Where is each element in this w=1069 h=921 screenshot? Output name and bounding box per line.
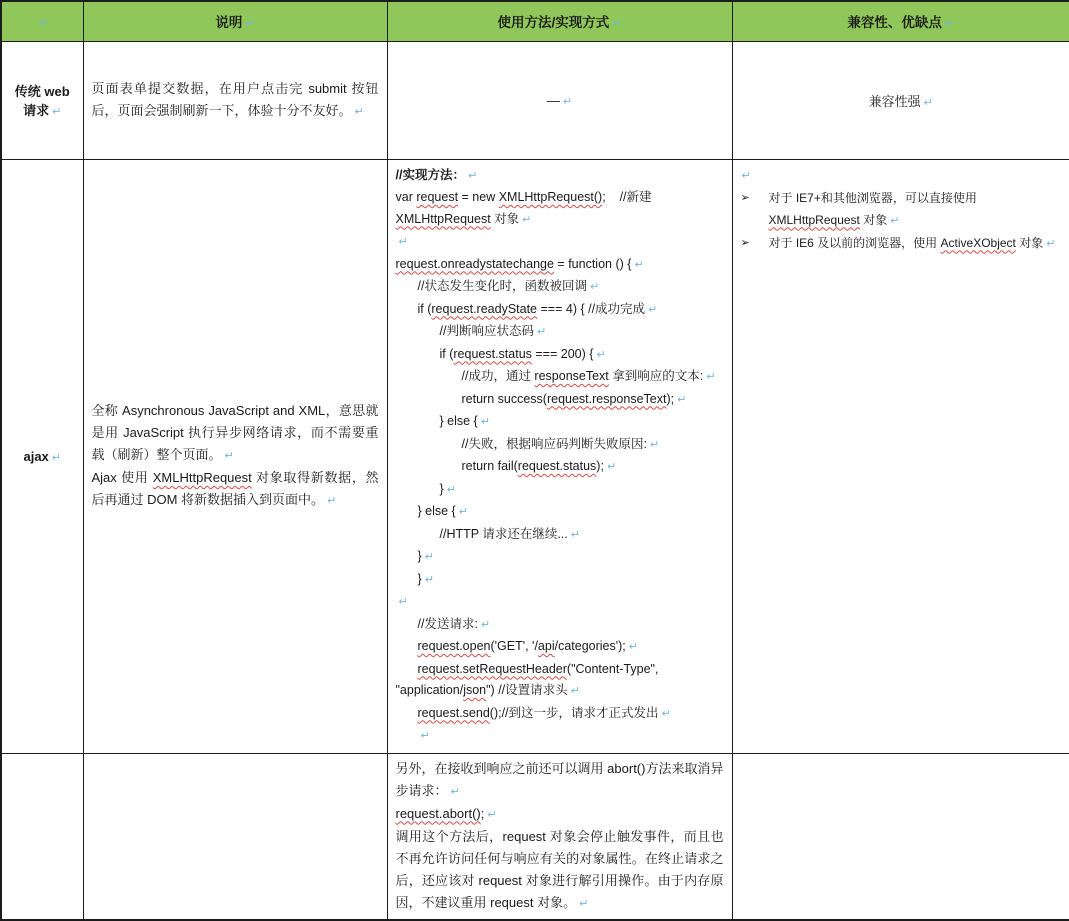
paragraph-mark-icon: ↵ — [1046, 237, 1056, 250]
paragraph-mark-icon: ↵ — [354, 105, 364, 118]
spellcheck-squiggle: ActiveXObject — [940, 235, 1016, 250]
paragraph-mark-icon: ↵ — [923, 96, 933, 109]
paragraph-mark-icon: ↵ — [420, 730, 430, 742]
cell-traditional-compatibility — [732, 41, 1069, 159]
code-line: request.send();//到这一步，请求才正式发出 ↵ — [417, 705, 671, 720]
paragraph-mark-icon: ↵ — [944, 18, 955, 31]
paragraph-mark-icon: ↵ — [398, 236, 408, 248]
spellcheck-squiggle: XMLHttpRequest() — [498, 190, 603, 204]
paragraph — [739, 164, 1064, 187]
code-line: //发送请求: ↵ — [417, 616, 491, 631]
header-label: 使用方法/实现方式 — [497, 15, 610, 31]
arrow-bullet-icon: ➢ — [740, 191, 750, 204]
paragraph-mark-icon: ↵ — [51, 451, 62, 464]
paragraph: 全称 Asynchronous JavaScript and XML，意思就是用 JavaScript 执行异步网络请求，而不需要重载（刷新）整个页面。 ↵ — [91, 403, 379, 462]
spellcheck-squiggle: json — [463, 683, 487, 697]
arrow-bullet-icon: ➢ — [740, 236, 750, 249]
paragraph-mark-icon: ↵ — [628, 641, 638, 653]
paragraph-mark-icon: ↵ — [467, 169, 478, 182]
bullet-item: ➢ 对于 IE7+和其他浏览器，可以直接使用 XMLHttpRequest 对象 ↵ — [739, 187, 1064, 232]
spellcheck-squiggle: request.send — [417, 705, 490, 720]
compatibility-text: 兼容性强 — [868, 93, 921, 109]
code-line: } ↵ — [439, 481, 456, 496]
spellcheck-squiggle: request.abort() — [395, 805, 481, 821]
paragraph-mark-icon: ↵ — [612, 18, 622, 31]
code-line: XMLHttpRequest 对象 ↵ — [395, 211, 532, 226]
paragraph-mark-icon: ↵ — [245, 18, 255, 31]
code-line: //判断响应状态码 ↵ — [439, 324, 547, 338]
em-dash: — — [546, 92, 560, 108]
row-label: ajax — [23, 448, 49, 464]
cell-traditional-label — [1, 41, 83, 159]
paragraph: 页面表单提交数据，在用户点击完 submit 按钮后，页面会强制刷新一下，体验十分不友好。 ↵ — [91, 80, 379, 118]
paragraph-mark-icon: ↵ — [424, 573, 434, 586]
cell-abort-blank-3 — [732, 753, 1069, 920]
row-abort-notes — [1, 753, 1069, 920]
code-line: if (request.status === 200) { ↵ — [439, 346, 606, 361]
spellcheck-squiggle: XMLHttpRequest — [768, 212, 860, 227]
paragraph-mark-icon: ↵ — [634, 258, 644, 271]
bullet-item: ➢ 对于 IE6 及以前的浏览器，使用 ActiveXObject 对象 ↵ — [739, 232, 1064, 255]
spellcheck-squiggle: request.status — [517, 459, 597, 473]
code-line: if (request.readyState === 4) { //成功完成 ↵ — [417, 301, 658, 316]
code-line: //HTTP 请求还在继续... ↵ — [439, 526, 580, 541]
cell-traditional-description — [83, 41, 387, 159]
code-line — [396, 591, 724, 614]
paragraph-mark-icon: ↵ — [706, 371, 716, 383]
code-line: request.setRequestHeader("Content-Type", — [417, 661, 659, 676]
spellcheck-squiggle: XMLHttpRequest — [395, 211, 491, 226]
spellcheck-squiggle: XMLHttpRequest — [152, 470, 252, 485]
paragraph-mark-icon: ↵ — [424, 551, 434, 563]
paragraph-mark-icon: ↵ — [890, 214, 900, 227]
code-line — [396, 725, 724, 748]
paragraph: Ajax 使用 XMLHttpRequest 对象取得新数据，然后再通过 DOM 将新数据插入到页面中。 ↵ — [91, 470, 379, 507]
row-traditional-web — [1, 41, 1069, 159]
cell-traditional-usage — [387, 41, 732, 159]
cell-ajax-description — [83, 159, 387, 753]
paragraph-mark-icon: ↵ — [606, 461, 617, 473]
code-line: } ↵ — [417, 571, 434, 586]
paragraph-mark-icon: ↵ — [480, 416, 490, 428]
spellcheck-squiggle: request.setRequestHeader — [417, 661, 567, 676]
cell-ajax-label — [1, 159, 83, 753]
paragraph-mark-icon: ↵ — [224, 450, 234, 462]
paragraph-mark-icon: ↵ — [398, 596, 408, 608]
paragraph-mark-icon: ↵ — [579, 897, 589, 910]
cell-abort-notes — [387, 753, 732, 920]
paragraph: 另外，在接收到响应之前还可以调用 abort()方法来取消异步请求： ↵ — [395, 760, 724, 798]
paragraph-mark-icon: ↵ — [661, 707, 671, 720]
paragraph-mark-icon: ↵ — [450, 785, 460, 798]
code-line: return success(request.responseText); ↵ — [461, 391, 687, 406]
header-cell-description — [83, 1, 387, 41]
paragraph-mark-icon: ↵ — [562, 95, 573, 108]
paragraph-mark-icon: ↵ — [480, 618, 491, 631]
header-cell-compatibility — [732, 1, 1069, 41]
paragraph: 调用这个方法后，request 对象会停止触发事件，而且也不再允许访问任何与响应有关的对象属性。在终止请求之后，还应该对 request 对象进行解引用操作。由于内存原因，不建议重用 request 对象。 ↵ — [395, 828, 724, 910]
cell-abort-blank-2 — [83, 753, 387, 920]
paragraph-mark-icon: ↵ — [522, 213, 532, 226]
cell-ajax-compatibility — [732, 159, 1069, 753]
code-line: request.open('GET', '/api/categories'); ↵ — [417, 639, 638, 653]
code-line: //状态发生变化时，函数被回调 ↵ — [417, 279, 600, 293]
paragraph-mark-icon: ↵ — [570, 685, 580, 697]
row-ajax — [1, 159, 1069, 753]
paragraph-mark-icon: ↵ — [596, 348, 606, 361]
cell-abort-blank-1 — [1, 753, 83, 920]
paragraph-mark-icon: ↵ — [39, 16, 49, 29]
paragraph-mark-icon: ↵ — [446, 483, 456, 496]
spellcheck-squiggle: request.onreadystatechange — [395, 256, 554, 271]
code-line: } else { ↵ — [439, 414, 490, 428]
paragraph-mark-icon: ↵ — [741, 169, 751, 182]
paragraph-mark-icon: ↵ — [52, 106, 62, 118]
code-line — [396, 231, 724, 254]
paragraph-mark-icon: ↵ — [458, 506, 468, 518]
spellcheck-squiggle: responseText — [534, 369, 609, 383]
paragraph-mark-icon: ↵ — [677, 393, 687, 406]
paragraph-mark-icon: ↵ — [589, 281, 600, 293]
code-line: //实现方法： ↵ — [395, 167, 478, 182]
header-label: 兼容性、优缺点 — [847, 15, 942, 31]
code-line: var request = new XMLHttpRequest(); //新建 — [395, 190, 652, 204]
code-line: "application/json") //设置请求头 ↵ — [395, 683, 580, 697]
header-cell-blank — [1, 1, 83, 41]
header-label: 说明 — [215, 15, 243, 31]
spellcheck-squiggle: request.status — [453, 346, 532, 361]
paragraph-mark-icon: ↵ — [649, 438, 660, 451]
paragraph-mark-icon: ↵ — [536, 326, 547, 338]
code-line: } ↵ — [417, 549, 434, 563]
spellcheck-squiggle: request.responseText — [546, 391, 667, 406]
spellcheck-squiggle: api — [537, 639, 555, 653]
code-line: //成功，通过 responseText 拿到响应的文本: ↵ — [461, 369, 716, 383]
spellcheck-squiggle: request — [416, 190, 459, 204]
paragraph-mark-icon: ↵ — [648, 303, 658, 316]
paragraph-mark-icon: ↵ — [327, 495, 337, 507]
code-line: return fail(request.status); ↵ — [461, 459, 617, 473]
table-header-row — [1, 1, 1069, 41]
paragraph: request.abort(); ↵ — [395, 805, 497, 821]
spellcheck-squiggle: request.readyState — [431, 301, 538, 316]
paragraph-mark-icon: ↵ — [487, 808, 497, 821]
paragraph-mark-icon: ↵ — [570, 528, 580, 541]
code-line: request.onreadystatechange = function () { ↵ — [395, 256, 644, 271]
spellcheck-squiggle: request.open — [417, 639, 491, 653]
code-line: //失败，根据响应码判断失败原因: ↵ — [461, 436, 660, 451]
header-cell-usage — [387, 1, 732, 41]
cell-ajax-code — [387, 159, 732, 753]
row-label: 传统 web 请求 — [14, 84, 70, 118]
code-line: } else { ↵ — [417, 504, 468, 518]
